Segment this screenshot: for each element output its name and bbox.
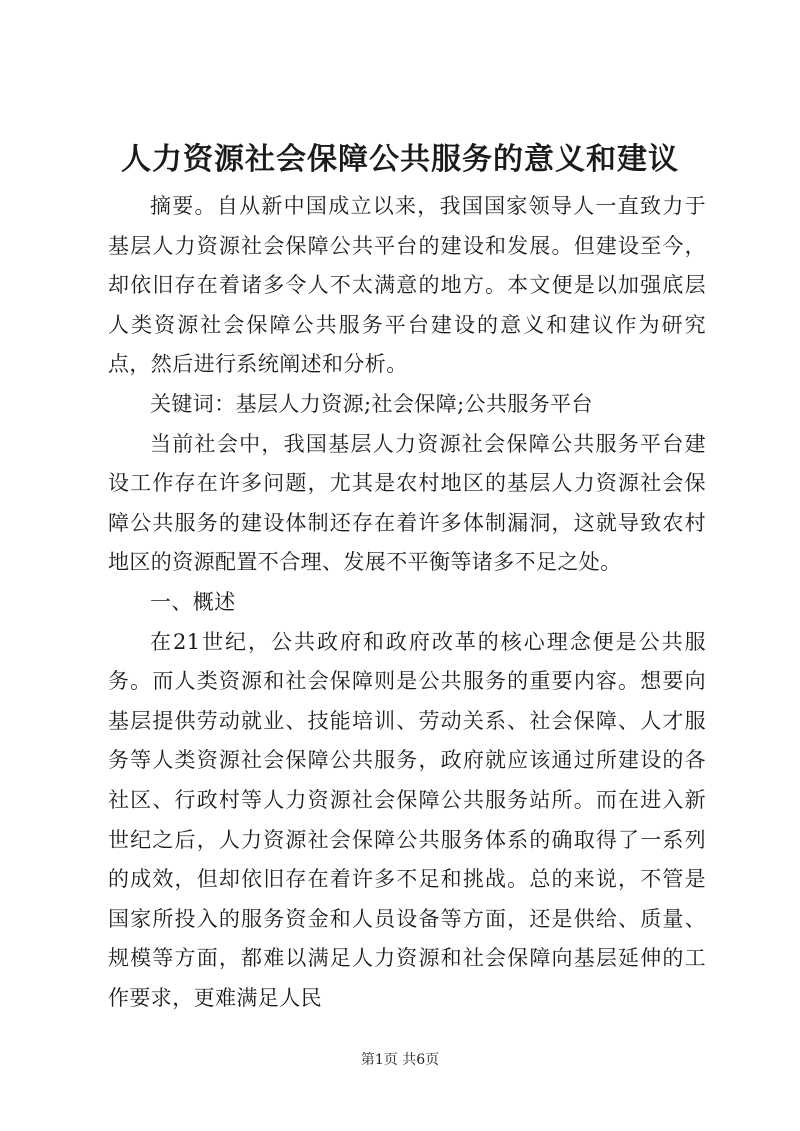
intro-paragraph: 当前社会中，我国基层人力资源社会保障公共服务平台建设工作存在许多问题，尤其是农村地区的基层人力资源社会保障公共服务的建设体制还存在着许多体制漏洞，这就导致农村地区的资源配置不合理、发展不平衡等诸多不足之处。	[108, 431, 706, 575]
section-heading-overview: 一、概述	[150, 589, 236, 614]
abstract-paragraph: 摘要。自从新中国成立以来，我国国家领导人一直致力于基层人力资源社会保障公共平台的建设和发展。但建设至今，却依旧存在着诸多令人不太满意的地方。本文便是以加强底层人类资源社会保障公共服务平台建设的意义和建议作为研究点，然后进行系统阐述和分析。	[108, 194, 706, 377]
overview-paragraph: 在21世纪，公共政府和政府改革的核心理念便是公共服务。而人类资源和社会保障则是公共服务的重要内容。想要向基层提供劳动就业、技能培训、劳动关系、社会保障、人才服务等人类资源社会保障公共服务，政府就应该通过所建设的各社区、行政村等人力资源社会保障公共服务站所。而在进入新世纪之后，人力资源社会保障公共服务体系的确取得了一系列的成效，但却依旧存在着许多不足和挑战。总的来说，不管是国家所投入的服务资金和人员设备等方面，还是供给、质量、规模等方面，都难以满足人力资源和社会保障向基层延伸的工作要求，更难满足人民	[108, 629, 706, 1010]
document-body	[108, 187, 706, 1018]
page-footer: 第1页 共6页	[360, 1052, 440, 1068]
document-title: 人力资源社会保障公共服务的意义和建议	[121, 142, 679, 177]
keywords-paragraph: 关键词：基层人力资源;社会保障;公共服务平台	[150, 391, 593, 416]
